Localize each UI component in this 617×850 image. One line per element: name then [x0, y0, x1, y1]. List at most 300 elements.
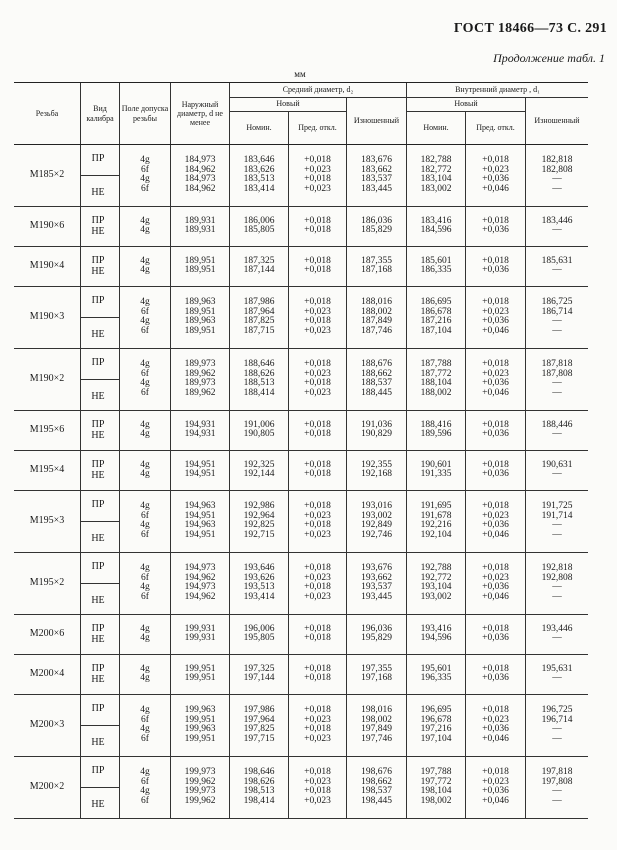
value-cell: 187,808: [541, 368, 573, 379]
table-row: [14, 247, 588, 287]
value-cell: 191,036: [361, 419, 392, 430]
value-cell: 4g: [140, 724, 150, 735]
value-cell: 4g: [140, 459, 150, 470]
inner-deviation-values: [466, 768, 525, 806]
value-cell: 6f: [141, 388, 149, 399]
middle-worn-values: [347, 665, 406, 684]
value-cell: +0,018: [482, 459, 509, 470]
value-cell: 192,849: [361, 520, 392, 531]
value-cell: +0,023: [304, 776, 331, 787]
value-cell: +0,023: [304, 510, 331, 521]
value-cell: +0,018: [482, 563, 509, 574]
inner-deviation-values: [466, 217, 525, 236]
value-cell: +0,023: [482, 714, 509, 725]
outer-diameter-values: [171, 625, 229, 644]
inner-worn-values: [526, 706, 588, 744]
value-cell: +0,018: [304, 705, 331, 716]
value-cell: 194,951: [184, 530, 216, 541]
value-cell: 197,144: [243, 673, 275, 684]
value-cell: —: [552, 592, 562, 603]
value-cell: +0,023: [304, 184, 331, 195]
value-cell: 196,678: [420, 714, 452, 725]
value-cell: +0,036: [482, 520, 509, 531]
inner-nominal-values: [407, 360, 465, 398]
value-cell: 199,962: [184, 776, 216, 787]
inner-deviation-values: [466, 421, 525, 440]
tolerance-values: [120, 502, 170, 540]
tolerance-values: [120, 706, 170, 744]
value-cell: +0,023: [304, 572, 331, 583]
middle-nominal-values: [230, 156, 288, 194]
value-cell: 182,808: [541, 164, 573, 175]
header-middle-diameter: Средний диаметр, d₂: [282, 85, 354, 95]
value-cell: 183,446: [541, 215, 573, 226]
middle-nominal-values: [230, 502, 288, 540]
value-cell: +0,046: [482, 734, 509, 745]
header-inner-nominal: Номин.: [423, 122, 449, 132]
value-cell: +0,018: [482, 359, 509, 370]
table-header: [14, 82, 588, 145]
value-cell: 194,963: [184, 520, 216, 531]
value-cell: 196,714: [541, 714, 573, 725]
value-cell: 192,715: [243, 530, 275, 541]
value-cell: 4g: [140, 378, 150, 389]
value-cell: 187,849: [361, 316, 392, 327]
table-row: [14, 411, 588, 451]
value-cell: +0,023: [482, 572, 509, 583]
value-cell: 186,335: [420, 265, 452, 276]
value-cell: 4g: [140, 786, 150, 797]
inner-nominal-values: [407, 502, 465, 540]
value-cell: 193,626: [243, 572, 275, 583]
gauge-type-go: ПР: [91, 561, 105, 572]
value-cell: —: [552, 734, 562, 745]
outer-diameter-values: [171, 768, 229, 806]
value-cell: 195,631: [541, 663, 573, 674]
value-cell: 6f: [141, 326, 149, 337]
value-cell: 185,631: [541, 255, 573, 266]
table-row: [14, 553, 588, 615]
inner-worn-values: [526, 502, 588, 540]
value-cell: 4g: [140, 469, 150, 480]
value-cell: 191,335: [420, 469, 452, 480]
header-inner-deviation: Пред. откл.: [476, 122, 515, 132]
value-cell: 183,537: [361, 174, 392, 185]
value-cell: +0,046: [482, 326, 509, 337]
header-inner-diameter: Внутренний диаметр , d₁: [455, 85, 540, 95]
header-middle-worn: Изношенный: [353, 115, 400, 125]
value-cell: —: [552, 469, 562, 480]
value-cell: —: [552, 530, 562, 541]
value-cell: 192,144: [243, 469, 275, 480]
inner-nominal-values: [407, 217, 465, 236]
value-cell: —: [552, 520, 562, 531]
value-cell: +0,023: [304, 796, 331, 807]
value-cell: —: [552, 633, 562, 644]
value-cell: +0,036: [482, 378, 509, 389]
header-thread: Резьба: [35, 108, 59, 118]
value-cell: 6f: [141, 530, 149, 541]
gauge-type-go: ПР: [91, 418, 105, 430]
value-cell: 188,513: [243, 378, 275, 389]
inner-deviation-values: [466, 625, 525, 644]
value-cell: +0,036: [482, 673, 509, 684]
value-cell: 197,825: [243, 724, 275, 735]
gauge-type-nogo: НЕ: [91, 799, 105, 810]
value-cell: 4g: [140, 215, 150, 226]
outer-diameter-values: [171, 156, 229, 194]
gauge-type-nogo: НЕ: [91, 265, 105, 277]
gauge-type-nogo: НЕ: [91, 737, 105, 748]
value-cell: 187,746: [361, 326, 392, 337]
value-cell: +0,018: [304, 155, 331, 166]
value-cell: 193,676: [361, 563, 392, 574]
value-cell: +0,018: [304, 724, 331, 735]
value-cell: 193,104: [420, 582, 452, 593]
inner-worn-values: [526, 360, 588, 398]
inner-nominal-values: [407, 298, 465, 336]
value-cell: 199,973: [184, 767, 216, 778]
value-cell: 185,805: [243, 225, 275, 236]
value-cell: 196,335: [420, 673, 452, 684]
tolerance-values: [120, 768, 170, 806]
value-cell: 188,646: [243, 359, 275, 370]
middle-nominal-values: [230, 360, 288, 398]
value-cell: 188,002: [420, 388, 452, 399]
value-cell: +0,036: [482, 582, 509, 593]
value-cell: 4g: [140, 174, 150, 185]
value-cell: 183,676: [361, 155, 392, 166]
value-cell: +0,018: [304, 520, 331, 531]
value-cell: 197,104: [420, 734, 452, 745]
value-cell: 188,414: [243, 388, 275, 399]
value-cell: 4g: [140, 429, 150, 440]
value-cell: 194,931: [184, 419, 216, 430]
gauge-type-nogo: НЕ: [91, 329, 105, 340]
value-cell: 195,829: [361, 633, 392, 644]
middle-nominal-values: [230, 768, 288, 806]
middle-worn-values: [347, 156, 406, 194]
thread-designation: M190×6: [29, 219, 65, 231]
value-cell: +0,018: [304, 316, 331, 327]
value-cell: 198,002: [361, 714, 392, 725]
value-cell: 193,646: [243, 563, 275, 574]
value-cell: 199,963: [184, 724, 216, 735]
value-cell: 197,964: [243, 714, 275, 725]
value-cell: 196,006: [243, 623, 275, 634]
value-cell: 189,951: [184, 326, 216, 337]
middle-deviation-values: [289, 421, 346, 440]
value-cell: +0,046: [482, 530, 509, 541]
value-cell: 4g: [140, 623, 150, 634]
middle-nominal-values: [230, 217, 288, 236]
value-cell: +0,018: [482, 767, 509, 778]
inner-deviation-values: [466, 706, 525, 744]
value-cell: 6f: [141, 572, 149, 583]
value-cell: 4g: [140, 297, 150, 308]
value-cell: 192,818: [541, 563, 573, 574]
value-cell: —: [552, 796, 562, 807]
value-cell: +0,018: [482, 663, 509, 674]
value-cell: 188,676: [361, 359, 392, 370]
thread-designation: M200×2: [29, 780, 65, 792]
thread-designation: M185×2: [29, 168, 65, 180]
value-cell: 182,772: [420, 164, 452, 175]
tolerance-values: [120, 217, 170, 236]
value-cell: +0,023: [482, 776, 509, 787]
inner-deviation-values: [466, 360, 525, 398]
value-cell: 6f: [141, 776, 149, 787]
outer-diameter-values: [171, 564, 229, 602]
header-inner-new: Новый: [454, 99, 478, 109]
value-cell: 6f: [141, 368, 149, 379]
gauge-type-nogo: НЕ: [91, 533, 105, 544]
value-cell: 194,973: [184, 563, 216, 574]
header-middle-nominal: Номин.: [246, 122, 272, 132]
value-cell: 188,445: [361, 388, 392, 399]
value-cell: 192,825: [243, 520, 275, 531]
value-cell: 189,962: [184, 368, 216, 379]
inner-deviation-values: [466, 156, 525, 194]
thread-designation: M190×2: [29, 372, 65, 384]
value-cell: 188,537: [361, 378, 392, 389]
middle-nominal-values: [230, 706, 288, 744]
value-cell: 189,963: [184, 316, 216, 327]
value-cell: 183,416: [420, 215, 452, 226]
value-cell: —: [552, 225, 562, 236]
value-cell: +0,023: [304, 734, 331, 745]
tolerance-values: [120, 461, 170, 480]
value-cell: 190,631: [541, 459, 573, 470]
value-cell: +0,018: [482, 501, 509, 512]
value-cell: 6f: [141, 592, 149, 603]
value-cell: +0,018: [482, 297, 509, 308]
value-cell: +0,018: [304, 265, 331, 276]
value-cell: +0,036: [482, 429, 509, 440]
value-cell: +0,023: [304, 368, 331, 379]
thread-designation: M200×4: [29, 667, 65, 679]
value-cell: +0,046: [482, 184, 509, 195]
inner-deviation-values: [466, 564, 525, 602]
value-cell: +0,018: [304, 215, 331, 226]
value-cell: 183,513: [243, 174, 275, 185]
value-cell: 6f: [141, 164, 149, 175]
value-cell: 193,002: [361, 510, 392, 521]
value-cell: 183,626: [243, 164, 275, 175]
inner-nominal-values: [407, 421, 465, 440]
value-cell: +0,046: [482, 796, 509, 807]
value-cell: +0,046: [482, 592, 509, 603]
value-cell: 199,963: [184, 705, 216, 716]
outer-diameter-values: [171, 360, 229, 398]
middle-nominal-values: [230, 461, 288, 480]
value-cell: +0,018: [304, 623, 331, 634]
inner-worn-values: [526, 625, 588, 644]
header-inner-worn: Изношенный: [534, 115, 580, 125]
value-cell: 4g: [140, 255, 150, 266]
gauge-type-go: ПР: [91, 499, 105, 510]
value-cell: 6f: [141, 306, 149, 317]
value-cell: 188,626: [243, 368, 275, 379]
table-body: [14, 145, 588, 819]
tolerance-values: [120, 625, 170, 644]
inner-worn-values: [526, 257, 588, 276]
table-row: [14, 655, 588, 695]
value-cell: +0,023: [304, 164, 331, 175]
value-cell: 195,601: [420, 663, 452, 674]
value-cell: —: [552, 316, 562, 327]
inner-worn-values: [526, 298, 588, 336]
value-cell: 192,168: [361, 469, 392, 480]
value-cell: 191,725: [541, 501, 573, 512]
value-cell: 192,788: [420, 563, 452, 574]
value-cell: 191,695: [420, 501, 452, 512]
middle-deviation-values: [289, 502, 346, 540]
value-cell: +0,023: [482, 510, 509, 521]
value-cell: +0,023: [304, 326, 331, 337]
value-cell: 196,695: [420, 705, 452, 716]
value-cell: 194,973: [184, 582, 216, 593]
value-cell: —: [552, 429, 562, 440]
value-cell: 187,964: [243, 306, 275, 317]
gauge-type-go: ПР: [91, 622, 105, 634]
middle-nominal-values: [230, 665, 288, 684]
inner-deviation-values: [466, 298, 525, 336]
value-cell: 6f: [141, 714, 149, 725]
value-cell: +0,036: [482, 265, 509, 276]
value-cell: 192,104: [420, 530, 452, 541]
outer-diameter-values: [171, 217, 229, 236]
middle-worn-values: [347, 298, 406, 336]
value-cell: 4g: [140, 359, 150, 370]
value-cell: +0,018: [304, 563, 331, 574]
value-cell: 187,355: [361, 255, 392, 266]
value-cell: 192,986: [243, 501, 275, 512]
tolerance-values: [120, 665, 170, 684]
value-cell: 189,931: [184, 215, 216, 226]
value-cell: 191,678: [420, 510, 452, 521]
outer-diameter-values: [171, 706, 229, 744]
value-cell: +0,023: [482, 306, 509, 317]
value-cell: 193,002: [420, 592, 452, 603]
middle-worn-values: [347, 706, 406, 744]
tolerance-values: [120, 421, 170, 440]
value-cell: 4g: [140, 316, 150, 327]
value-cell: —: [552, 378, 562, 389]
tolerance-values: [120, 156, 170, 194]
value-cell: 6f: [141, 510, 149, 521]
value-cell: 4g: [140, 419, 150, 430]
value-cell: 186,678: [420, 306, 452, 317]
value-cell: 197,168: [361, 673, 392, 684]
value-cell: 183,646: [243, 155, 275, 166]
value-cell: 189,951: [184, 255, 216, 266]
value-cell: 186,036: [361, 215, 392, 226]
value-cell: 188,446: [541, 419, 573, 430]
value-cell: 195,805: [243, 633, 275, 644]
value-cell: 189,951: [184, 265, 216, 276]
value-cell: 192,964: [243, 510, 275, 521]
inner-nominal-values: [407, 461, 465, 480]
value-cell: 4g: [140, 520, 150, 531]
value-cell: +0,036: [482, 724, 509, 735]
value-cell: 194,962: [184, 572, 216, 583]
middle-nominal-values: [230, 298, 288, 336]
value-cell: 182,788: [420, 155, 452, 166]
inner-nominal-values: [407, 156, 465, 194]
middle-deviation-values: [289, 217, 346, 236]
inner-nominal-values: [407, 625, 465, 644]
value-cell: 198,513: [243, 786, 275, 797]
value-cell: +0,036: [482, 633, 509, 644]
table-row: [14, 615, 588, 655]
value-cell: 185,601: [420, 255, 452, 266]
value-cell: 187,168: [361, 265, 392, 276]
value-cell: —: [552, 184, 562, 195]
value-cell: 4g: [140, 225, 150, 236]
middle-worn-values: [347, 257, 406, 276]
value-cell: 189,973: [184, 378, 216, 389]
value-cell: 193,416: [420, 623, 452, 634]
value-cell: 198,662: [361, 776, 392, 787]
value-cell: 193,445: [361, 592, 392, 603]
gauge-type-nogo: НЕ: [91, 633, 105, 645]
middle-deviation-values: [289, 564, 346, 602]
inner-nominal-values: [407, 564, 465, 602]
middle-deviation-values: [289, 156, 346, 194]
header-outer-diameter: Наружный диаметр, d не менее: [177, 99, 223, 128]
gauge-type-go: ПР: [91, 295, 105, 306]
value-cell: +0,023: [304, 530, 331, 541]
value-cell: 6f: [141, 796, 149, 807]
value-cell: 194,951: [184, 510, 216, 521]
value-cell: 4g: [140, 767, 150, 778]
value-cell: 197,715: [243, 734, 275, 745]
inner-nominal-values: [407, 768, 465, 806]
value-cell: 187,144: [243, 265, 275, 276]
inner-deviation-values: [466, 461, 525, 480]
value-cell: 187,715: [243, 326, 275, 337]
value-cell: 199,951: [184, 673, 216, 684]
thread-designation: M195×2: [29, 576, 65, 588]
value-cell: 4g: [140, 582, 150, 593]
value-cell: +0,018: [304, 673, 331, 684]
value-cell: 194,951: [184, 459, 216, 470]
value-cell: 197,325: [243, 663, 275, 674]
value-cell: 192,355: [361, 459, 392, 470]
value-cell: 198,537: [361, 786, 392, 797]
value-cell: 199,931: [184, 623, 216, 634]
inner-deviation-values: [466, 502, 525, 540]
value-cell: 197,808: [541, 776, 573, 787]
value-cell: 183,002: [420, 184, 452, 195]
inner-nominal-values: [407, 665, 465, 684]
value-cell: 190,829: [361, 429, 392, 440]
outer-diameter-values: [171, 502, 229, 540]
value-cell: 193,537: [361, 582, 392, 593]
gauge-table: [14, 82, 588, 819]
value-cell: 6f: [141, 734, 149, 745]
value-cell: 4g: [140, 563, 150, 574]
table-row: [14, 757, 588, 819]
value-cell: +0,018: [482, 419, 509, 430]
thread-designation: M190×3: [29, 310, 65, 322]
value-cell: 188,002: [361, 306, 392, 317]
middle-deviation-values: [289, 665, 346, 684]
value-cell: —: [552, 582, 562, 593]
value-cell: 199,951: [184, 663, 216, 674]
value-cell: 194,931: [184, 429, 216, 440]
